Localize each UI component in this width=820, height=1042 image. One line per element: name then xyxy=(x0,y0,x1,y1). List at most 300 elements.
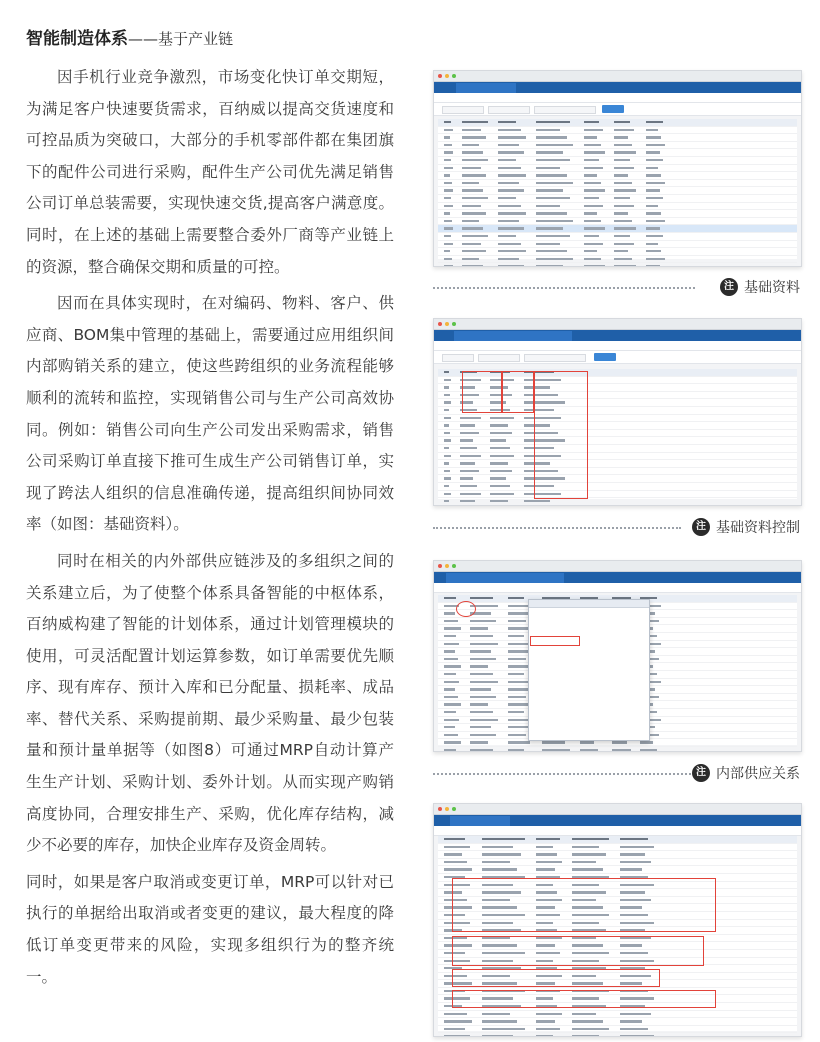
cell-placeholder xyxy=(536,861,562,863)
title-main: 智能制造体系 xyxy=(26,29,128,49)
grid-header-row xyxy=(438,119,797,127)
cell-placeholder xyxy=(620,853,645,855)
cell-placeholder xyxy=(584,227,605,229)
cell-placeholder xyxy=(470,703,488,705)
cell-placeholder xyxy=(444,243,453,245)
cell-placeholder xyxy=(444,726,455,728)
grid-row xyxy=(438,866,797,874)
cell-placeholder xyxy=(508,719,528,721)
cell-placeholder xyxy=(646,182,665,184)
cell-placeholder xyxy=(462,151,483,153)
screenshot-internal-supply xyxy=(433,560,802,752)
cell-placeholder xyxy=(646,250,661,252)
cell-placeholder xyxy=(646,151,660,153)
cell-placeholder xyxy=(470,658,496,660)
cell-placeholder xyxy=(646,189,660,191)
cell-placeholder xyxy=(614,144,632,146)
cell-placeholder xyxy=(444,650,455,652)
cell-placeholder xyxy=(482,868,517,870)
cell-placeholder xyxy=(462,212,486,214)
cell-placeholder xyxy=(536,159,570,161)
cell-placeholder xyxy=(444,688,455,690)
cell-placeholder xyxy=(444,386,449,388)
cell-placeholder xyxy=(612,741,627,743)
cell-placeholder xyxy=(444,121,451,123)
cell-placeholder xyxy=(536,167,560,169)
cell-placeholder xyxy=(470,620,496,622)
grid-row xyxy=(438,1018,797,1026)
cell-placeholder xyxy=(584,159,599,161)
cell-placeholder xyxy=(482,861,510,863)
cell-placeholder xyxy=(462,129,481,131)
cell-placeholder xyxy=(498,159,516,161)
cell-placeholder xyxy=(584,258,601,260)
cell-placeholder xyxy=(482,1028,525,1030)
cell-placeholder xyxy=(444,597,456,599)
cell-placeholder xyxy=(498,235,516,237)
cell-placeholder xyxy=(444,409,449,411)
cell-placeholder xyxy=(444,189,453,191)
cell-placeholder xyxy=(498,243,521,245)
cell-placeholder xyxy=(536,220,573,222)
cell-placeholder xyxy=(646,258,665,260)
cell-placeholder xyxy=(462,167,481,169)
cell-placeholder xyxy=(508,658,526,660)
grid-row xyxy=(438,453,797,461)
cell-placeholder xyxy=(482,838,525,840)
cell-placeholder xyxy=(614,174,628,176)
cell-placeholder xyxy=(444,258,452,260)
cell-placeholder xyxy=(572,853,606,855)
cell-placeholder xyxy=(536,1020,555,1022)
cell-placeholder xyxy=(536,250,567,252)
grid-row xyxy=(438,1026,797,1034)
cell-placeholder xyxy=(460,447,477,449)
cell-placeholder xyxy=(646,136,661,138)
window-titlebar xyxy=(434,71,801,82)
cell-placeholder xyxy=(646,121,663,123)
cell-placeholder xyxy=(482,853,521,855)
cell-placeholder xyxy=(646,235,663,237)
highlight-box xyxy=(502,371,534,413)
cell-placeholder xyxy=(646,129,658,131)
cell-placeholder xyxy=(646,227,660,229)
cell-placeholder xyxy=(646,243,658,245)
cell-placeholder xyxy=(470,696,496,698)
cell-placeholder xyxy=(444,394,450,396)
data-grid xyxy=(438,119,797,259)
cell-placeholder xyxy=(470,665,488,667)
screenshot-plan-scheme xyxy=(433,803,802,1037)
grid-row xyxy=(438,241,797,249)
cell-placeholder xyxy=(508,597,524,599)
cell-placeholder xyxy=(444,719,459,721)
cell-placeholder xyxy=(444,681,459,683)
cell-placeholder xyxy=(482,1013,510,1015)
cell-placeholder xyxy=(462,182,479,184)
cell-placeholder xyxy=(444,424,449,426)
cell-placeholder xyxy=(470,688,491,690)
cell-placeholder xyxy=(470,643,498,645)
cell-placeholder xyxy=(444,462,449,464)
cell-placeholder xyxy=(460,455,481,457)
cell-placeholder xyxy=(498,258,519,260)
cell-placeholder xyxy=(462,144,479,146)
cell-placeholder xyxy=(640,749,657,751)
cell-placeholder xyxy=(640,741,653,743)
cell-placeholder xyxy=(490,432,512,434)
cell-placeholder xyxy=(470,734,496,736)
cell-placeholder xyxy=(460,439,473,441)
grid-row xyxy=(438,415,797,423)
cell-placeholder xyxy=(460,462,475,464)
page-title xyxy=(26,24,233,49)
cell-placeholder xyxy=(470,719,498,721)
cell-placeholder xyxy=(498,136,526,138)
grid-row xyxy=(438,134,797,142)
cell-placeholder xyxy=(444,432,450,434)
cell-placeholder xyxy=(444,711,456,713)
cell-placeholder xyxy=(614,235,630,237)
cell-placeholder xyxy=(584,205,603,207)
cell-placeholder xyxy=(444,1028,465,1030)
cell-placeholder xyxy=(444,174,450,176)
grid-row xyxy=(438,218,797,226)
cell-placeholder xyxy=(444,1020,472,1022)
cell-placeholder xyxy=(444,493,451,495)
grid-row xyxy=(438,445,797,453)
cell-placeholder xyxy=(470,749,493,751)
cell-placeholder xyxy=(444,182,452,184)
cell-placeholder xyxy=(508,673,524,675)
grid-row xyxy=(438,187,797,195)
cell-placeholder xyxy=(584,220,601,222)
cell-placeholder xyxy=(444,696,458,698)
cell-placeholder xyxy=(490,462,508,464)
cell-placeholder xyxy=(498,212,526,214)
grid-row xyxy=(438,195,797,203)
cell-placeholder xyxy=(462,205,481,207)
window-menu xyxy=(434,341,801,351)
cell-placeholder xyxy=(536,136,567,138)
cell-placeholder xyxy=(646,205,658,207)
cell-placeholder xyxy=(444,212,450,214)
grid-row xyxy=(438,483,797,491)
cell-placeholder xyxy=(536,212,567,214)
cell-placeholder xyxy=(444,703,461,705)
cell-placeholder xyxy=(444,197,451,199)
cell-placeholder xyxy=(444,500,449,502)
cell-placeholder xyxy=(584,250,597,252)
cell-placeholder xyxy=(444,846,470,848)
cell-placeholder xyxy=(444,265,453,267)
highlight-box xyxy=(452,990,716,1008)
highlight-box xyxy=(456,601,476,617)
cell-placeholder xyxy=(536,258,573,260)
cell-placeholder xyxy=(444,439,451,441)
cell-placeholder xyxy=(584,174,597,176)
grid-row xyxy=(438,1033,797,1037)
window-titlebar xyxy=(434,561,801,572)
cell-placeholder xyxy=(470,726,491,728)
cell-placeholder xyxy=(444,235,451,237)
caption-2-text: 基础资料控制 xyxy=(716,520,800,536)
highlight-box xyxy=(452,878,716,932)
cell-placeholder xyxy=(646,197,663,199)
highlight-box xyxy=(452,936,704,966)
paragraph-2: 因而在具体实现时，在对编码、物料、客户、供应商、BOM集中管理的基础上，需要通过应用组织间内部购销关系的建立，使这些跨组织的业务流程能够顺利的流转和监控，实现销售公司与生产公司高效协同。例如：销售公司向生产公司发出采购需求，销售公司采购订单直接下推可生成生产公司销售订单，实现了跨法人组织的信息准确传递，提高组织间协同效率（如图：基础资料）。 xyxy=(26,294,394,534)
note-badge: 注 xyxy=(720,278,738,296)
screenshot-basic-data xyxy=(433,70,802,267)
cell-placeholder xyxy=(490,493,514,495)
cell-placeholder xyxy=(490,500,508,502)
caption-rule-3 xyxy=(433,773,695,775)
cell-placeholder xyxy=(584,151,605,153)
cell-placeholder xyxy=(572,1028,609,1030)
cell-placeholder xyxy=(572,1035,599,1037)
grid-row xyxy=(438,180,797,188)
cell-placeholder xyxy=(614,151,636,153)
cell-placeholder xyxy=(646,144,665,146)
highlight-box xyxy=(530,636,580,646)
grid-row xyxy=(438,491,797,499)
cell-placeholder xyxy=(508,749,524,751)
window-menu xyxy=(434,93,801,103)
window-titlebar xyxy=(434,804,801,815)
paragraph-3: 同时在相关的内外部供应链涉及的多组织之间的关系建立后，为了使整个体系具备智能的中枢体系，百纳威构建了智能的计划体系，通过计划管理模块的使用，可灵活配置计划运算参数，如订单需要优先顺序、现有库存、预计入库和已分配量、损耗率、成品率、替代关系、采购提前期、最少采购量、最少包装量和预计量单据等（如图8）可通过MRP自动计算产生生产计划、采购计划、委外计划。从而实现产购销高度协同，合理安排生产、采购，优化库存结构，减少不必要的库存，加快企业库存及资金周转。 xyxy=(26,551,394,855)
highlight-box xyxy=(452,969,660,987)
cell-placeholder xyxy=(536,838,560,840)
cell-placeholder xyxy=(508,635,524,637)
cell-placeholder xyxy=(470,673,493,675)
cell-placeholder xyxy=(444,470,450,472)
caption-3-text: 内部供应关系 xyxy=(716,766,800,782)
cell-placeholder xyxy=(508,696,526,698)
cell-placeholder xyxy=(584,265,605,267)
cell-placeholder xyxy=(536,1028,560,1030)
cell-placeholder xyxy=(444,250,450,252)
cell-placeholder xyxy=(460,485,477,487)
cell-placeholder xyxy=(620,868,642,870)
cell-placeholder xyxy=(490,470,512,472)
cell-placeholder xyxy=(444,1035,470,1037)
cell-placeholder xyxy=(508,741,530,743)
cell-placeholder xyxy=(444,227,453,229)
grid-header-row xyxy=(438,836,797,844)
grid-row xyxy=(438,256,797,264)
cell-placeholder xyxy=(470,681,498,683)
grid-row xyxy=(438,1011,797,1019)
cell-placeholder xyxy=(482,1020,517,1022)
cell-placeholder xyxy=(536,1035,553,1037)
grid-row xyxy=(438,851,797,859)
cell-placeholder xyxy=(444,658,458,660)
cell-placeholder xyxy=(498,174,526,176)
cell-placeholder xyxy=(508,665,530,667)
cell-placeholder xyxy=(462,243,481,245)
cell-placeholder xyxy=(444,861,467,863)
cell-placeholder xyxy=(536,235,570,237)
cell-placeholder xyxy=(584,121,599,123)
note-badge: 注 xyxy=(692,764,710,782)
cell-placeholder xyxy=(536,227,563,229)
cell-placeholder xyxy=(614,227,636,229)
cell-placeholder xyxy=(536,1013,562,1015)
cell-placeholder xyxy=(490,424,508,426)
cell-placeholder xyxy=(444,749,456,751)
cell-placeholder xyxy=(490,417,514,419)
grid-row xyxy=(438,422,797,430)
cell-placeholder xyxy=(542,749,570,751)
cell-placeholder xyxy=(444,220,452,222)
cell-placeholder xyxy=(444,838,465,840)
cell-placeholder xyxy=(462,250,486,252)
cell-placeholder xyxy=(572,861,596,863)
cell-placeholder xyxy=(584,182,601,184)
cell-placeholder xyxy=(490,439,506,441)
cell-placeholder xyxy=(584,212,597,214)
cell-placeholder xyxy=(470,627,488,629)
cell-placeholder xyxy=(444,401,451,403)
cell-placeholder xyxy=(498,189,524,191)
cell-placeholder xyxy=(470,650,491,652)
cell-placeholder xyxy=(498,250,526,252)
window-tabbar xyxy=(434,815,801,826)
cell-placeholder xyxy=(646,174,661,176)
cell-placeholder xyxy=(572,868,603,870)
cell-placeholder xyxy=(444,853,462,855)
screenshot-basic-data-control xyxy=(433,318,802,506)
cell-placeholder xyxy=(584,197,599,199)
cell-placeholder xyxy=(444,612,455,614)
cell-placeholder xyxy=(584,129,603,131)
dialog-window xyxy=(528,599,650,741)
cell-placeholder xyxy=(490,485,510,487)
cell-placeholder xyxy=(444,635,456,637)
cell-placeholder xyxy=(470,635,493,637)
cell-placeholder xyxy=(536,121,570,123)
cell-placeholder xyxy=(482,1035,513,1037)
cell-placeholder xyxy=(584,144,601,146)
cell-placeholder xyxy=(444,167,453,169)
cell-placeholder xyxy=(460,493,481,495)
cell-placeholder xyxy=(614,182,632,184)
cell-placeholder xyxy=(490,455,514,457)
cell-placeholder xyxy=(444,136,450,138)
cell-placeholder xyxy=(572,838,609,840)
cell-placeholder xyxy=(646,167,658,169)
cell-placeholder xyxy=(490,447,510,449)
cell-placeholder xyxy=(614,136,628,138)
cell-placeholder xyxy=(536,182,573,184)
cell-placeholder xyxy=(584,189,605,191)
cell-placeholder xyxy=(462,136,486,138)
cell-placeholder xyxy=(584,243,603,245)
cell-placeholder xyxy=(444,417,451,419)
cell-placeholder xyxy=(498,121,516,123)
cell-placeholder xyxy=(620,846,654,848)
cell-placeholder xyxy=(498,151,524,153)
paragraph-4: 同时，如果是客户取消或变更订单，MRP可以针对已执行的单据给出取消或者变更的建议，最大程度的降低订单变更带来的风险，实现多组织行为的整齐统一。 xyxy=(26,872,394,986)
cell-placeholder xyxy=(470,711,493,713)
cell-placeholder xyxy=(444,455,451,457)
cell-placeholder xyxy=(460,470,479,472)
cell-placeholder xyxy=(620,1035,654,1037)
caption-rule-2 xyxy=(433,527,681,529)
cell-placeholder xyxy=(536,853,557,855)
cell-placeholder xyxy=(614,265,636,267)
cell-placeholder xyxy=(462,189,483,191)
cell-placeholder xyxy=(444,734,458,736)
cell-placeholder xyxy=(498,227,524,229)
cell-placeholder xyxy=(536,197,570,199)
cell-placeholder xyxy=(444,379,451,381)
cell-placeholder xyxy=(444,868,472,870)
cell-placeholder xyxy=(508,605,528,607)
cell-placeholder xyxy=(620,1013,651,1015)
cell-placeholder xyxy=(444,129,453,131)
cell-placeholder xyxy=(470,741,488,743)
cell-placeholder xyxy=(498,265,524,267)
grid-row xyxy=(438,747,797,752)
highlight-box xyxy=(462,371,502,413)
cell-placeholder xyxy=(462,121,488,123)
cell-placeholder xyxy=(536,846,553,848)
cell-placeholder xyxy=(444,371,449,373)
cell-placeholder xyxy=(470,597,493,599)
cell-placeholder xyxy=(646,220,665,222)
cell-placeholder xyxy=(572,1020,603,1022)
cell-placeholder xyxy=(444,144,452,146)
cell-placeholder xyxy=(620,1028,648,1030)
highlight-box xyxy=(534,371,588,499)
cell-placeholder xyxy=(462,159,488,161)
cell-placeholder xyxy=(444,673,456,675)
cell-placeholder xyxy=(614,189,636,191)
cell-placeholder xyxy=(614,129,634,131)
grid-row xyxy=(438,248,797,256)
cell-placeholder xyxy=(462,258,479,260)
cell-placeholder xyxy=(614,205,634,207)
cell-placeholder xyxy=(536,205,560,207)
grid-row xyxy=(438,263,797,267)
cell-placeholder xyxy=(508,711,524,713)
cell-placeholder xyxy=(508,620,526,622)
grid-row xyxy=(438,172,797,180)
cell-placeholder xyxy=(614,212,628,214)
cell-placeholder xyxy=(444,620,458,622)
cell-placeholder xyxy=(490,477,506,479)
cell-placeholder xyxy=(460,432,479,434)
cell-placeholder xyxy=(508,681,528,683)
filter-bar xyxy=(434,103,801,116)
caption-rule-1 xyxy=(433,287,695,289)
cell-placeholder xyxy=(462,227,483,229)
caption-1-text: 基础资料 xyxy=(744,280,800,296)
cell-placeholder xyxy=(646,265,660,267)
cell-placeholder xyxy=(614,167,634,169)
cell-placeholder xyxy=(462,235,488,237)
cell-placeholder xyxy=(508,627,530,629)
window-menu xyxy=(434,583,801,593)
cell-placeholder xyxy=(460,500,475,502)
cell-placeholder xyxy=(572,1013,596,1015)
cell-placeholder xyxy=(614,258,632,260)
cell-placeholder xyxy=(482,846,513,848)
cell-placeholder xyxy=(646,212,661,214)
cell-placeholder xyxy=(444,665,461,667)
cell-placeholder xyxy=(614,250,628,252)
